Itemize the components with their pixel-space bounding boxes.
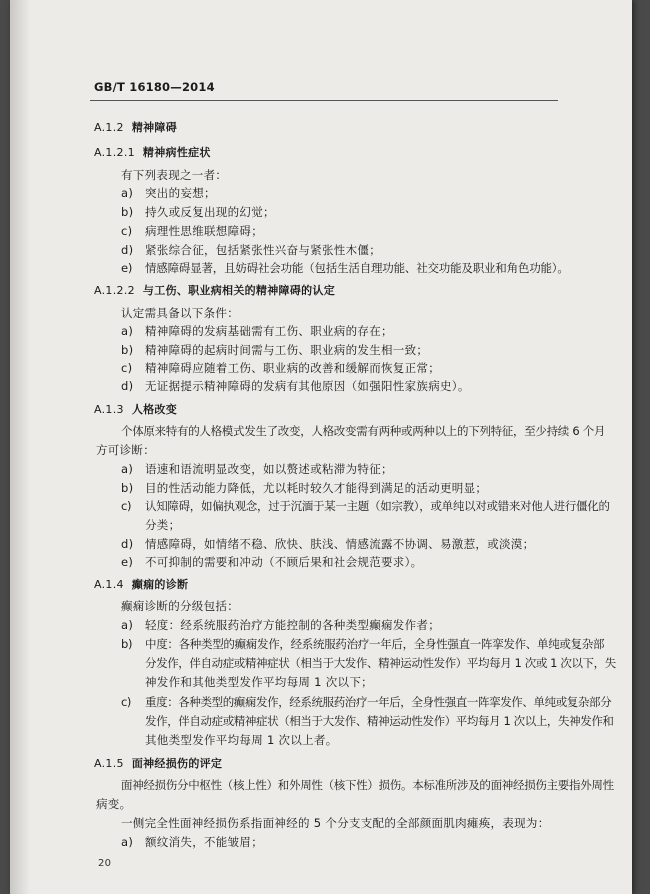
section-title: 精神病性症状 — [142, 146, 211, 159]
list-text: 情感障碍，如情绪不稳、欣快、肤浅、情感流露不协调、易激惹，或淡漠； — [145, 537, 535, 551]
list-item — [121, 462, 393, 476]
standard-id: GB/T 16180—2014 — [94, 80, 215, 94]
list-item-continuation: 其他类型发作平均每周 1 次以上者。 — [145, 733, 338, 747]
list-item — [121, 481, 487, 495]
list-item-continuation: 分类； — [145, 518, 181, 532]
list-label: b) — [121, 205, 134, 219]
list-item — [121, 224, 263, 238]
list-label: a) — [121, 186, 134, 200]
list-label: c) — [121, 361, 133, 375]
paragraph: 有下列表现之一者： — [121, 168, 228, 182]
section-number: A.1.2.2 — [94, 284, 135, 297]
list-text: 认知障碍，如偏执观念，过于沉湎于某一主题（如宗教），或单纯以对或错来对他人进行僵化的 — [145, 499, 610, 513]
list-item — [121, 695, 611, 709]
list-text: 精神障碍的发病基础需有工伤、职业病的存在； — [145, 324, 393, 338]
section-heading-a13 — [94, 403, 177, 417]
list-text: 精神障碍的起病时间需与工伤、职业病的发生相一致； — [145, 343, 429, 357]
list-label: a) — [121, 835, 134, 849]
paragraph: 个体原来特有的人格模式发生了改变，人格改变需有两种或两种以上的下列特征，至少持续 6 个月 — [121, 424, 606, 438]
list-item — [121, 343, 428, 357]
list-item — [121, 379, 470, 393]
list-label: a) — [121, 462, 134, 476]
list-label: e) — [121, 261, 133, 275]
list-label: d) — [121, 379, 134, 393]
paragraph: 面神经损伤分中枢性（核上性）和外周性（核下性）损伤。本标准所涉及的面神经损伤主要指外周性 — [121, 778, 614, 792]
section-heading-a14 — [94, 578, 188, 592]
list-item — [121, 361, 440, 375]
list-label: b) — [121, 343, 134, 357]
list-item — [121, 205, 275, 219]
list-item — [121, 537, 534, 551]
section-heading-a122 — [94, 121, 177, 135]
section-heading-a15 — [94, 757, 222, 771]
list-label: d) — [121, 243, 134, 257]
list-label: d) — [121, 537, 134, 551]
section-heading-a1221 — [94, 146, 211, 160]
section-number: A.1.4 — [94, 578, 124, 591]
list-text: 病理性思维联想障碍； — [145, 224, 263, 238]
list-text: 重度：各种类型的癫痫发作，经系统服药治疗一年后，全身性强直一阵挛发作、单纯或复杂部分 — [145, 695, 612, 709]
list-item-continuation: 神发作和其他类型发作平均每周 1 次以下； — [145, 675, 373, 689]
list-text: 无证据提示精神障碍的发病有其他原因（如强阳性家族病史）。 — [145, 379, 470, 393]
list-text: 中度：各种类型的癫痫发作，经系统服药治疗一年后，全身性强直一阵挛发作、单纯或复杂部 — [145, 637, 605, 651]
document-page — [10, 0, 632, 894]
list-item — [121, 637, 604, 651]
list-text: 情感障碍显著，且妨碍社会功能（包括生活自理功能、社交功能及职业和角色功能）。 — [145, 261, 569, 275]
paragraph: 认定需具备以下条件： — [121, 306, 239, 320]
list-item — [121, 499, 610, 513]
list-text: 持久或反复出现的幻觉； — [145, 205, 275, 219]
list-text: 精神障碍应随着工伤、职业病的改善和缓解而恢复正常； — [145, 361, 440, 375]
list-label: e) — [121, 555, 134, 569]
list-item-continuation: 分发作，伴自动症或精神症状（相当于大发作、精神运动性发作）平均每月 1 次或 1 次以下，失 — [145, 656, 616, 670]
list-text: 轻度：经系统服药治疗方能控制的各种类型癫痫发作者； — [145, 618, 440, 632]
section-number: A.1.5 — [94, 757, 124, 770]
list-label: c) — [121, 695, 132, 709]
list-text: 不可抑制的需要和冲动（不顾后果和社会规范要求）。 — [145, 555, 423, 569]
section-number: A.1.2.1 — [94, 146, 135, 159]
section-title: 与工伤、职业病相关的精神障碍的认定 — [142, 284, 336, 297]
list-item — [121, 324, 393, 338]
list-label: c) — [121, 499, 132, 513]
list-text: 语速和语流明显改变，如以赘述或粘滞为特征； — [145, 462, 393, 476]
section-number: A.1.3 — [94, 403, 124, 416]
header-rule — [90, 100, 558, 101]
list-text: 目的性活动能力降低，尤以耗时较久才能得到满足的活动更明显； — [145, 481, 488, 495]
list-label: a) — [121, 324, 134, 338]
list-text: 额纹消失，不能皱眉； — [145, 835, 263, 849]
section-heading-a1222 — [94, 284, 335, 298]
section-title: 面神经损伤的评定 — [131, 757, 223, 770]
section-title: 人格改变 — [131, 403, 178, 416]
list-item — [121, 186, 216, 200]
paragraph: 癫痫诊断的分级包括： — [121, 599, 239, 613]
paragraph: 一侧完全性面神经损伤系指面神经的 5 个分支支配的全部颜面肌肉瘫痪，表现为： — [121, 816, 550, 830]
list-label: b) — [121, 637, 133, 651]
list-text: 紧张综合征，包括紧张性兴奋与紧张性木僵； — [145, 243, 381, 257]
page-number: 20 — [98, 858, 112, 869]
paragraph-continuation: 病变。 — [96, 797, 132, 811]
section-title: 精神障碍 — [131, 121, 178, 134]
section-title: 癫痫的诊断 — [131, 578, 189, 591]
list-item-continuation: 发作，伴自动症或精神症状（相当于大发作、精神运动性发作）平均每月 1 次以上，失神发作和 — [145, 714, 614, 728]
section-number: A.1.2 — [94, 121, 124, 134]
list-label: a) — [121, 618, 134, 632]
list-text: 突出的妄想； — [145, 186, 216, 200]
list-item — [121, 261, 569, 275]
list-item — [121, 835, 263, 849]
list-label: b) — [121, 481, 134, 495]
list-item — [121, 555, 422, 569]
paragraph-continuation: 方可诊断： — [96, 443, 155, 457]
list-item — [121, 243, 381, 257]
list-label: c) — [121, 224, 133, 238]
list-item — [121, 618, 440, 632]
